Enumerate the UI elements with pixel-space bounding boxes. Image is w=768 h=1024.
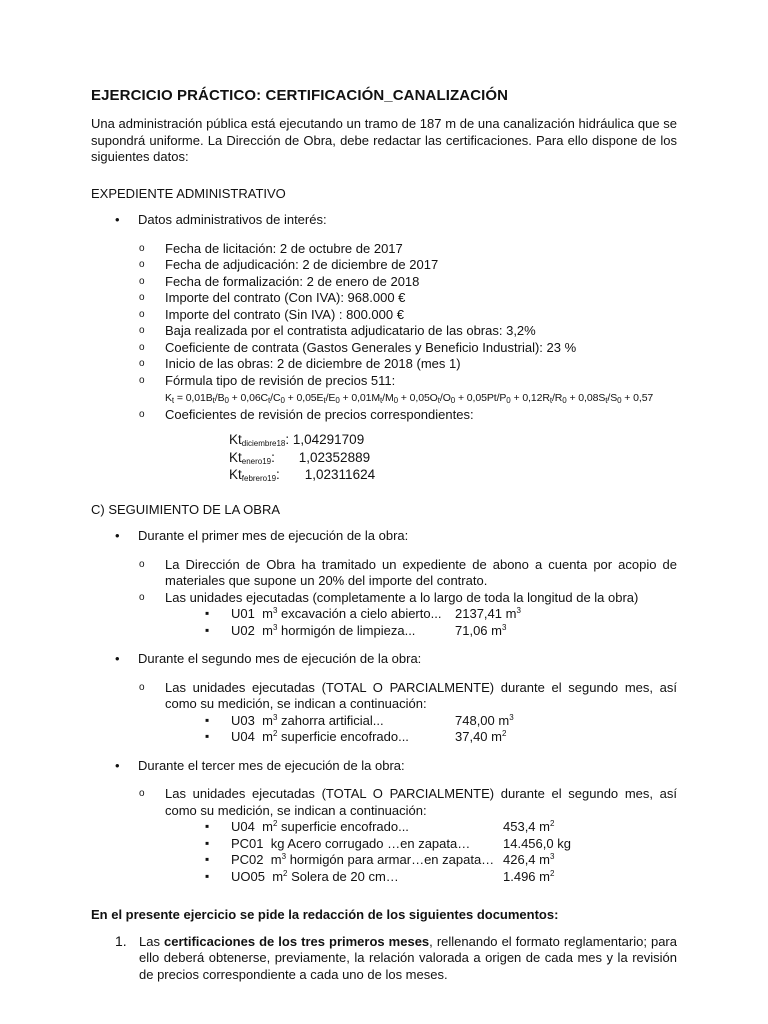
- kt-value: 1,02352889: [298, 449, 371, 465]
- mes1-bullet: • Durante el primer mes de ejecución de la obra:: [91, 528, 677, 545]
- document-title: EJERCICIO PRÁCTICO: CERTIFICACIÓN_CANALIZACIÓN: [91, 87, 509, 104]
- task-item-1: 1. Las certificaciones de los tres primeros meses, rellenando el formato reglamentario; para ello deberá obtenerse, previamente, la relación valorada a origen de cada mes y la revisión de precios correspondiente a cada uno de los meses.: [115, 932, 677, 982]
- unit-row: ▪ UO05 $m^2$ Solera de 20 cm… 1.496 $m^2$: [91, 869, 677, 886]
- kt-label: $Kt_{enero19}$:: [229, 449, 275, 466]
- unit-row: ▪ PC01 kg Acero corrugado …en zapata… 14.456,0 kg: [91, 836, 677, 853]
- list-item: o Importe del contrato (Con IVA): 968.000 €: [91, 290, 677, 307]
- intro-paragraph: Una administración pública está ejecutando un tramo de 187 m de una canalización hidráulica que se supondrá uniforme. La Dirección de Obra, debe redactar las certificaciones. Para ello dispone de los siguientes datos:: [91, 116, 677, 164]
- mes3-list: [91, 786, 677, 819]
- list-item: o Inicio de las obras: 2 de diciembre de 2018 (mes 1): [91, 356, 677, 373]
- tasks-heading: En el presente ejercicio se pide la redacción de los siguientes documentos:: [91, 907, 559, 922]
- list-item: o Las unidades ejecutadas (completamente a lo largo de toda la longitud de la obra): [91, 590, 677, 607]
- unit-row: ▪ U03 $m^3$ zahorra artificial... 748,00 $m^3$: [91, 713, 677, 730]
- kt-label: $Kt_{febrero19}$:: [229, 467, 280, 483]
- list-item: o Fecha de formalización: 2 de enero de 2018: [91, 274, 677, 291]
- kt-value: 1,04291709: [292, 432, 365, 447]
- task-number: 1.: [115, 932, 127, 949]
- list-item: o Coeficiente de contrata (Gastos Generales y Beneficio Industrial): 23 %: [91, 340, 677, 357]
- task-bold-text: certificaciones de los tres primeros meses: [164, 933, 430, 949]
- kt-label: $Kt_{diciembre18}$:: [229, 432, 290, 448]
- expediente-list: [91, 241, 677, 424]
- mes2-list: [91, 680, 677, 713]
- kt-row: [229, 466, 677, 484]
- list-item: [91, 373, 677, 407]
- unit-row: ▪ U04 $m^2$ superficie encofrado... 37,40 $m^2$: [91, 729, 677, 746]
- list-item: o Importe del contrato (Sin IVA) : 800.000 €: [91, 307, 677, 324]
- mes3-bullet: • Durante el tercer mes de ejecución de la obra:: [91, 758, 677, 775]
- kt-coefficients: [91, 431, 677, 484]
- unit-row: ▪ U04 $m^2$ superficie encofrado... 453,4 $m^2$: [91, 819, 677, 836]
- mes1-units: [91, 606, 677, 639]
- unit-row: ▪ U02 $m^3$ hormigón de limpieza... 71,06 $m^3$: [91, 623, 677, 640]
- list-item: o Fecha de licitación: 2 de octubre de 2017: [91, 241, 677, 258]
- expediente-bullet: • Datos administrativos de interés:: [91, 212, 677, 229]
- mes2-units: [91, 713, 677, 746]
- revision-formula: $K_t = 0,01B_t/B_0 + 0,06C_t/C_0 + 0,05E_t/E_0 + 0,01M_t/M_0 + 0,05O_t/O_0 + 0,05Pt/P_0 + 0,12R_t/R_0 + 0,08S_t/S_0 + 0,57$: [165, 392, 654, 405]
- list-item: o Las unidades ejecutadas (TOTAL O PARCIALMENTE) durante el segundo mes, así como su medición, se indican a continuación:: [91, 680, 677, 713]
- expediente-heading: EXPEDIENTE ADMINISTRATIVO: [91, 185, 286, 201]
- mes2-bullet: • Durante el segundo mes de ejecución de la obra:: [91, 651, 677, 668]
- list-item: o Las unidades ejecutadas (TOTAL O PARCIALMENTE) durante el segundo mes, así como su medición, se indican a continuación:: [91, 786, 677, 819]
- kt-value: 1,02311624: [304, 467, 376, 482]
- unit-row: ▪ U01 $m^3$ excavación a cielo abierto... 2137,41 $m^3$: [91, 606, 677, 623]
- mes1-list: [91, 557, 677, 607]
- seguimiento-heading: C) SEGUIMIENTO DE LA OBRA: [91, 501, 281, 517]
- list-item: o La Dirección de Obra ha tramitado un expediente de abono a cuenta por acopio de materiales que supone un 20% del importe del contrato.: [91, 557, 677, 590]
- kt-row: [229, 431, 677, 449]
- list-item: o Baja realizada por el contratista adjudicatario de las obras: 3,2%: [91, 323, 677, 340]
- kt-row: [229, 449, 677, 467]
- list-item: o Fecha de adjudicación: 2 de diciembre de 2017: [91, 257, 677, 274]
- document-page: [91, 86, 677, 983]
- unit-row: ▪ PC02 $m^3$ hormigón para armar…en zapata… 426,4 $m^3$: [91, 852, 677, 869]
- formula-label: Fórmula tipo de revisión de precios 511:: [165, 372, 396, 388]
- list-item: o Coeficientes de revisión de precios correspondientes:: [91, 407, 677, 424]
- mes3-units: [91, 819, 677, 885]
